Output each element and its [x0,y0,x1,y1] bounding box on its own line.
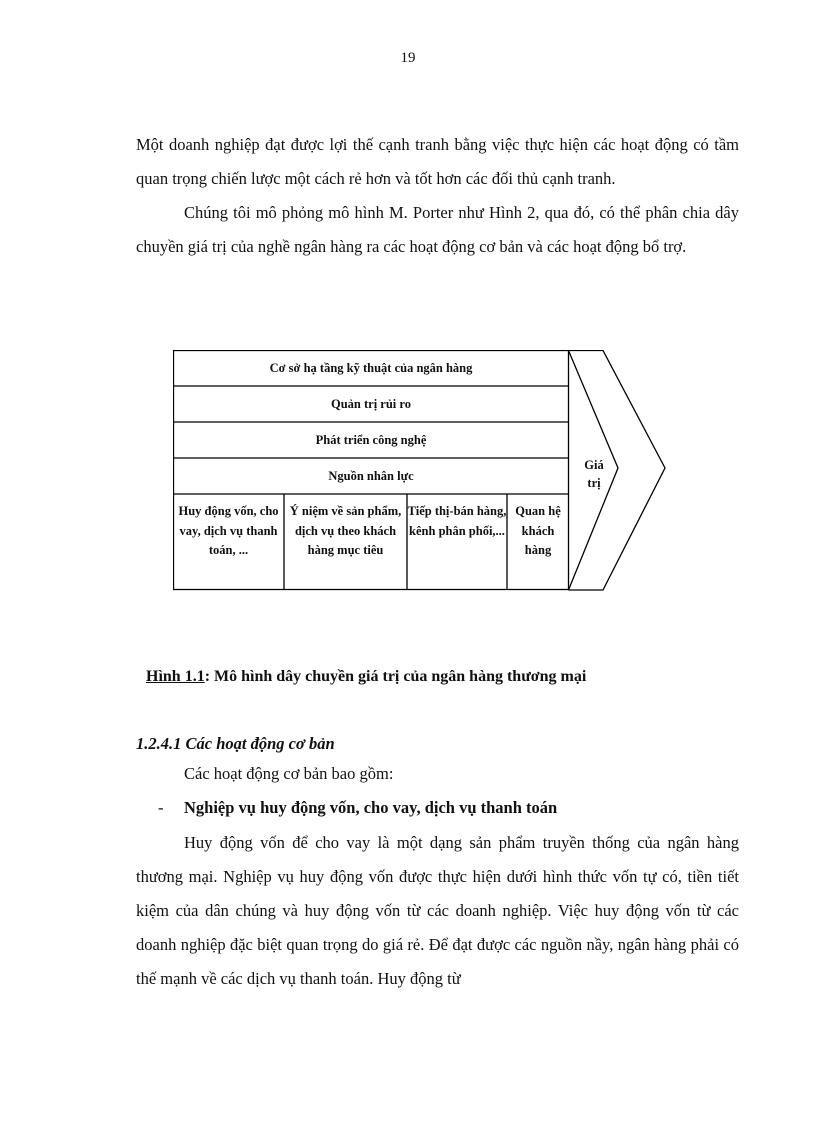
bullet-item [158,798,557,818]
primary-cell-product-concept-text: Ý niệm về sản phẩm, dịch vụ theo khách hàng mục tiêu [289,504,402,557]
section-heading: 1.2.4.1 Các hoạt động cơ bản [136,734,335,753]
support-row-infrastructure: Cơ sở hạ tầng kỹ thuật của ngân hàng [269,360,473,375]
support-row-risk-management: Quản trị rủi ro [331,396,411,411]
primary-cell-marketing-text: Tiếp thị-bán hàng, kênh phân phối,... [407,504,507,538]
support-row-human-resources: Nguồn nhân lực [328,468,414,483]
primary-cell-funding [173,494,284,590]
primary-cell-funding-text: Huy động vốn, cho vay, dịch vụ thanh toán, ... [178,504,279,557]
primary-cell-customer-relations-text: Quan hệ khách hàng [515,504,561,557]
value-label: Giá trị [584,458,604,490]
paragraph-funding: Huy động vốn để cho vay là một dạng sản phẩm truyền thống của ngân hàng thương mại. Nghiệp vụ huy động vốn được thực hiện dưới hình thức vốn tự có, tiền tiết kiệm của dân chúng và huy động vốn từ các doanh nghiệp. Việc huy động vốn từ các doanh nghiệp đặc biệt quan trọng do giá rẻ. Để đạt được các nguồn nầy, ngân hàng phải có thế mạnh về các dịch vụ thanh toán. Huy động từ [136,833,739,988]
value-chain-diagram [173,350,669,592]
figure-label: Hình 1.1 [146,668,205,685]
page-number: 19 [400,50,416,66]
paragraph-porter-model: Chúng tôi mô phỏng mô hình M. Porter như Hình 2, qua đó, có thể phân chia dây chuyền giá trị của nghề ngân hàng ra các hoạt động cơ bản và các hoạt động bổ trợ. [136,203,739,256]
bullet-dash: - [158,798,164,817]
primary-cell-marketing [407,494,507,590]
primary-cell-customer-relations [507,494,569,590]
figure-caption [146,668,586,686]
bullet-text: Nghiệp vụ huy động vốn, cho vay, dịch vụ thanh toán [184,798,558,817]
intro-line: Các hoạt động cơ bản bao gồm: [184,764,394,783]
paragraph-competitive-advantage: Một doanh nghiệp đạt được lợi thế cạnh tranh bằng việc thực hiện các hoạt động có tầm quan trọng chiến lược một cách rẻ hơn và tốt hơn các đối thủ cạnh tranh. [136,135,739,188]
figure-caption-text: : Mô hình dây chuyền giá trị của ngân hàng thương mại [204,668,587,685]
primary-cell-product-concept [284,494,407,590]
support-row-technology: Phát triển công nghệ [315,432,427,447]
